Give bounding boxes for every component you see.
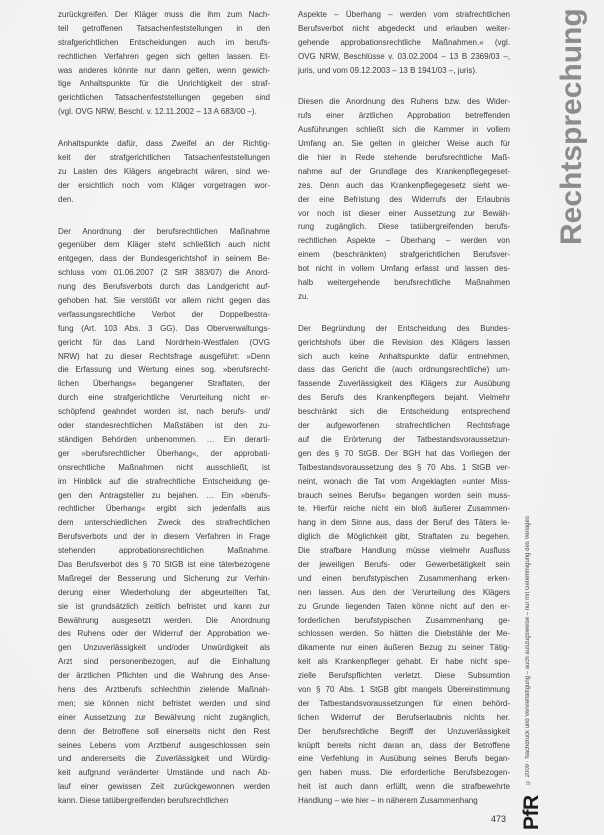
text-line: keit als Krankenpfleger gehabt. Er habe nicht spe- bbox=[298, 657, 510, 667]
text-line: schluss vom 01.06.2007 (2 StR 383/07) die Anord- bbox=[58, 268, 270, 278]
text-line: lichen Widerruf der Berufserlaubnis nichts her. bbox=[298, 712, 510, 722]
text-line: forderlichen berufstypischen Zusammenhang ge- bbox=[298, 615, 510, 625]
text-line: gegenüber dem Kläger steht schließlich auch nicht bbox=[58, 240, 270, 250]
left-column bbox=[58, 8, 270, 808]
text-line: der ersichtlich noch vom Kläger vorgetragen wor- bbox=[58, 180, 270, 190]
text-line: einem (beschränkten) strafgerichtlichen Berufsver- bbox=[298, 250, 510, 260]
text-line: Maßregel der Besserung und Sicherung zur Verhin- bbox=[58, 573, 270, 583]
text-line: gen des § 70 StGB. Der BGH hat das Vorliegen der bbox=[298, 448, 510, 458]
text-line: Anhaltspunkte dafür, dass Zweifel an der Richtig- bbox=[58, 139, 270, 149]
text-line: heit ist auch dann erfüllt, wenn die strafbewehrte bbox=[298, 782, 510, 792]
text-line: und andererseits die Zuverlässigkeit und Würdig- bbox=[58, 754, 270, 764]
text-line: des Ruhens oder der Widerruf der Approbation we- bbox=[58, 629, 270, 639]
text-line: men; sie können nicht befristet werden und sind bbox=[58, 698, 270, 708]
text-line: beschränkt sich die Entscheidung entsprechend bbox=[298, 407, 510, 417]
text-line: verfassungsrechtliche Verbot der Doppelbestra- bbox=[58, 309, 270, 319]
text-line: rufs einer ärztlichen Approbation betreffenden bbox=[298, 111, 510, 121]
text-line: (vgl. OVG NRW, Beschl. v. 12.11.2002 – 13 A 683/00 –). bbox=[58, 107, 257, 117]
text-line: lauf einer gewissen Zeit zurückgewonnen werden bbox=[58, 782, 270, 792]
text-line: rechtlichen Aspekte – Überhang – werden von bbox=[298, 236, 510, 246]
text-line: hens des Arztberufs schlechthin zielende Maßnah- bbox=[58, 684, 270, 694]
text-line: auf die Erörterung der Tatbestandsvoraussetzun- bbox=[298, 434, 510, 444]
paragraph bbox=[298, 8, 510, 77]
text-line: Bewährung ausgesetzt werden. Die Anordnung bbox=[58, 615, 270, 625]
text-line: zu Lasten des Klägers angebracht wären, sind we- bbox=[58, 166, 270, 176]
text-line: vor noch ist dieser einer Aussetzung zur Bewäh- bbox=[298, 208, 510, 218]
text-line: entgegen, dass der Bundesgerichtshof in seinem Be- bbox=[58, 254, 270, 264]
text-line: Aspekte – Überhang – werden vom strafrechtlichen bbox=[298, 10, 510, 19]
text-line: gehoben hat. Sie verstößt vor allem nicht gegen das bbox=[58, 296, 270, 306]
text-line: te. Hierfür reiche nicht ein bloß äußerer Zusammen- bbox=[298, 504, 510, 514]
text-line: eine Verfehlung in Ausübung seines Berufs began- bbox=[298, 754, 510, 764]
text-line: Das Berufsverbot des § 70 StGB ist eine täterbezogene bbox=[58, 559, 270, 569]
text-line: Tatbestandsvoraussetzung des § 70 Abs. 1 StGB ver- bbox=[298, 462, 510, 472]
text-line: zu Grunde liegenden Taten könne nicht auf den er- bbox=[298, 601, 510, 611]
text-line: gerichtlichen Tatsachenfeststellungen gegeben sind bbox=[58, 93, 270, 103]
text-line: im Hinblick auf die strafrechtliche Entscheidung ge- bbox=[58, 476, 270, 486]
text-line: derung einer Wiederholung der abgeurteilten Tat, bbox=[58, 587, 270, 597]
text-line: der ärztlichen Pflichten und die Wahrung des Anse- bbox=[58, 671, 270, 681]
text-line: halb weitergehende berufsrechtliche Maßnahmen bbox=[298, 278, 510, 288]
text-line: hang in dem Sinne aus, dass der Beruf des Täters le- bbox=[298, 518, 510, 528]
text-line: gen Unzuverlässigkeit und/oder Unwürdigkeit als bbox=[58, 643, 270, 653]
text-line: diglich die Möglichkeit gibt, Straftaten zu begehen. bbox=[298, 532, 510, 542]
text-line: was anderes könnte nur dann gelten, wenn gewich- bbox=[58, 65, 270, 75]
text-line: zielle Berufspflichten verletzt. Diese Subsumtion bbox=[298, 671, 510, 681]
paragraph bbox=[58, 137, 270, 206]
text-line: lichen Überhangs« begangener Straftaten, der bbox=[58, 379, 270, 389]
text-line: Die strafbare Handlung müsse vielmehr Ausfluss bbox=[298, 546, 510, 556]
journal-logo: PfR bbox=[520, 795, 543, 830]
text-line: sie ist grundsätzlich zeitlich befristet und kann zur bbox=[58, 601, 270, 611]
text-line: der aufgeworfenen strafrechtlichen Rechtsfrage bbox=[298, 421, 510, 431]
paragraph bbox=[298, 322, 510, 808]
right-column bbox=[298, 8, 510, 808]
text-line: sich auch keine Anhaltspunkte dafür entnehmen, bbox=[298, 351, 510, 361]
text-line: Umfang an. Sie gelten in gleicher Weise auch für bbox=[298, 139, 510, 149]
text-line: nung des Berufsverbots durch das Landgericht auf- bbox=[58, 282, 270, 292]
text-line: die Erfassung und Wertung eines sog. »berufsrecht- bbox=[58, 365, 270, 375]
text-line: keit der strafgerichtlichen Tatsachenfeststellungen bbox=[58, 153, 270, 163]
text-line: der jeweiligen Berufs- oder Gewerbetätigkeit sein bbox=[298, 559, 510, 569]
text-line: bot nicht in vollem Umfang erfasst und lassen des- bbox=[298, 264, 510, 274]
text-line: fassende Zuverlässigkeit des Klägers zur Ausübung bbox=[298, 379, 510, 389]
text-line: Arzt sind personenbezogen, auf die Einhaltung bbox=[58, 657, 270, 667]
text-line: nen lassen. Aus den der Verurteilung des Klägers bbox=[298, 587, 510, 597]
text-line: fung (Art. 103 Abs. 3 GG). Das Oberverwaltungs- bbox=[58, 323, 270, 333]
text-line: seines Lebens vom Arztberuf ausgeschlossen sein bbox=[58, 740, 270, 750]
text-line: schlossen werden. So hätten die Diebstähle der Me- bbox=[298, 629, 510, 639]
text-line: der eine Befristung des Widerrufs der Erlaubnis bbox=[298, 194, 510, 204]
text-line: kann. Diese tatübergreifenden berufsrechtlichen bbox=[58, 796, 229, 806]
text-line: Berufsverbots und der in diesem Verfahren in Frage bbox=[58, 532, 270, 542]
margin-note: © 2009 · Nachdruck und Vervielfältigung – auch auszugsweise – nur mit Genehmigung des Verlages bbox=[525, 516, 531, 785]
text-line: denn der Betroffene soll einerseits nicht den Rest bbox=[58, 726, 270, 736]
text-line: keit aufgrund veränderter Umstände und nach Ab- bbox=[58, 768, 270, 778]
text-line: Ausführungen schließt sich die Kammer in vollem bbox=[298, 125, 510, 135]
text-line: onsrechtliche Maßnahmen nicht ausschließt, ist bbox=[58, 462, 270, 472]
text-line: gen haben muss. Die erforderliche Berufsbezogen- bbox=[298, 768, 510, 778]
text-line: rechtlichen Verfahren gegen sich gelten lassen. Et- bbox=[58, 51, 270, 61]
text-line: dass das Gericht die (auch ordnungsrechtliche) um- bbox=[298, 365, 510, 375]
text-line: die hier in Rede stehende berufsrechtliche Maß- bbox=[298, 153, 510, 163]
text-line: gerichtshofs über die Revision des Klägers lassen bbox=[298, 337, 510, 347]
text-line: stehenden approbationsrechtlichen Maßnahme. bbox=[58, 546, 270, 556]
text-line: einer Aussetzung zur Bewährung nicht zugänglich, bbox=[58, 712, 270, 722]
page-number: 473 bbox=[491, 814, 507, 824]
text-line: Handlung – wie hier – in näherem Zusammenhang bbox=[298, 796, 478, 806]
text-line: knüpft bereits nicht daran an, dass der Betroffene bbox=[298, 740, 510, 750]
text-line: Der Begründung der Entscheidung des Bundes- bbox=[298, 323, 510, 333]
text-line: rung zugänglich. Diese tatübergreifenden berufs- bbox=[298, 222, 510, 232]
text-line: Der berufsrechtliche Begriff der Unzuverlässigkeit bbox=[298, 726, 510, 736]
text-line: tige Anhaltspunkte für die Unrichtigkeit der straf- bbox=[58, 79, 270, 89]
text-line: gehende approbationsrechtliche Maßnahmen.« (vgl. bbox=[298, 37, 510, 47]
text-line: zu. bbox=[298, 291, 309, 301]
text-line: OVG NRW, Beschlüsse v. 03.02.2004 – 13 B 2369/03 –, bbox=[298, 51, 510, 61]
text-line: schöpfend geahndet worden ist, nach berufs- und/ bbox=[58, 407, 270, 417]
text-line: rechtlicher Überhang« ergibt sich jedenfalls aus bbox=[58, 504, 270, 514]
text-line: brauch seines Berufs« begangen worden sein muss- bbox=[298, 490, 510, 500]
paragraph bbox=[58, 225, 270, 808]
text-line: gen den Antragsteller zu bejahen. … Ein »berufs- bbox=[58, 490, 270, 500]
paragraph bbox=[298, 95, 510, 303]
text-line: strafgerichtlichen Entscheidungen auch im berufs- bbox=[58, 37, 270, 47]
paragraph bbox=[58, 8, 270, 119]
text-line: zes. Denn auch das Krankenpflegegesetz sieht we- bbox=[298, 180, 510, 190]
text-line: des Berufs des Krankenpflegers bejaht. Vielmehr bbox=[298, 393, 510, 403]
text-line: dem unterschiedlichen Zweck des strafrechtlichen bbox=[58, 518, 270, 528]
text-line: Der Anordnung der berufsrechtlichen Maßnahme bbox=[58, 226, 270, 236]
text-line: neint, wonach die Tat vom Angeklagten »unter Miss- bbox=[298, 476, 510, 486]
text-line: nahme auf der Grundlage des Krankenpflegegeset- bbox=[298, 166, 510, 176]
text-line: durch eine strafgerichtliche Verurteilung nicht er- bbox=[58, 393, 270, 403]
text-line: von § 70 Abs. 1 StGB gibt mangels Übereinstimmung bbox=[298, 684, 510, 694]
text-line: NRW) hat zu dieser Rechtsfrage ausgeführt: »Denn bbox=[58, 351, 270, 361]
text-line: ger »berufsrechtlicher Überhang«, der approbati- bbox=[58, 448, 270, 458]
text-line: teil getroffenen Tatsachenfeststellungen in den bbox=[58, 23, 270, 33]
text-line: den. bbox=[58, 194, 74, 204]
text-line: ständigen Behörden unbenommen. … Ein derarti- bbox=[58, 434, 270, 444]
text-line: gericht für das Land Nordrhein-Westfalen (OVG bbox=[58, 337, 270, 347]
text-line: zurückgreifen. Der Kläger muss die ihm zum Nach- bbox=[58, 10, 270, 19]
section-heading: Rechtsprechung bbox=[555, 8, 588, 245]
text-line: Berufsverbot nicht abgedeckt und erlauben weiter- bbox=[298, 23, 510, 33]
text-line: oder standesrechtlichen Maßstäben ist den zu- bbox=[58, 421, 270, 431]
text-line: dikamente nur einen äußeren Bezug zu seiner Tätig- bbox=[298, 643, 510, 653]
text-line: und einen berufstypischen Zusammenhang erken- bbox=[298, 573, 510, 583]
text-line: der Tatbestandsvoraussetzungen für einen behörd- bbox=[298, 698, 510, 708]
text-line: juris, und vom 09.12.2003 – 13 B 1941/03 –, juris). bbox=[298, 65, 478, 75]
text-line: Diesen die Anordnung des Ruhens bzw. des Wider- bbox=[298, 97, 510, 107]
